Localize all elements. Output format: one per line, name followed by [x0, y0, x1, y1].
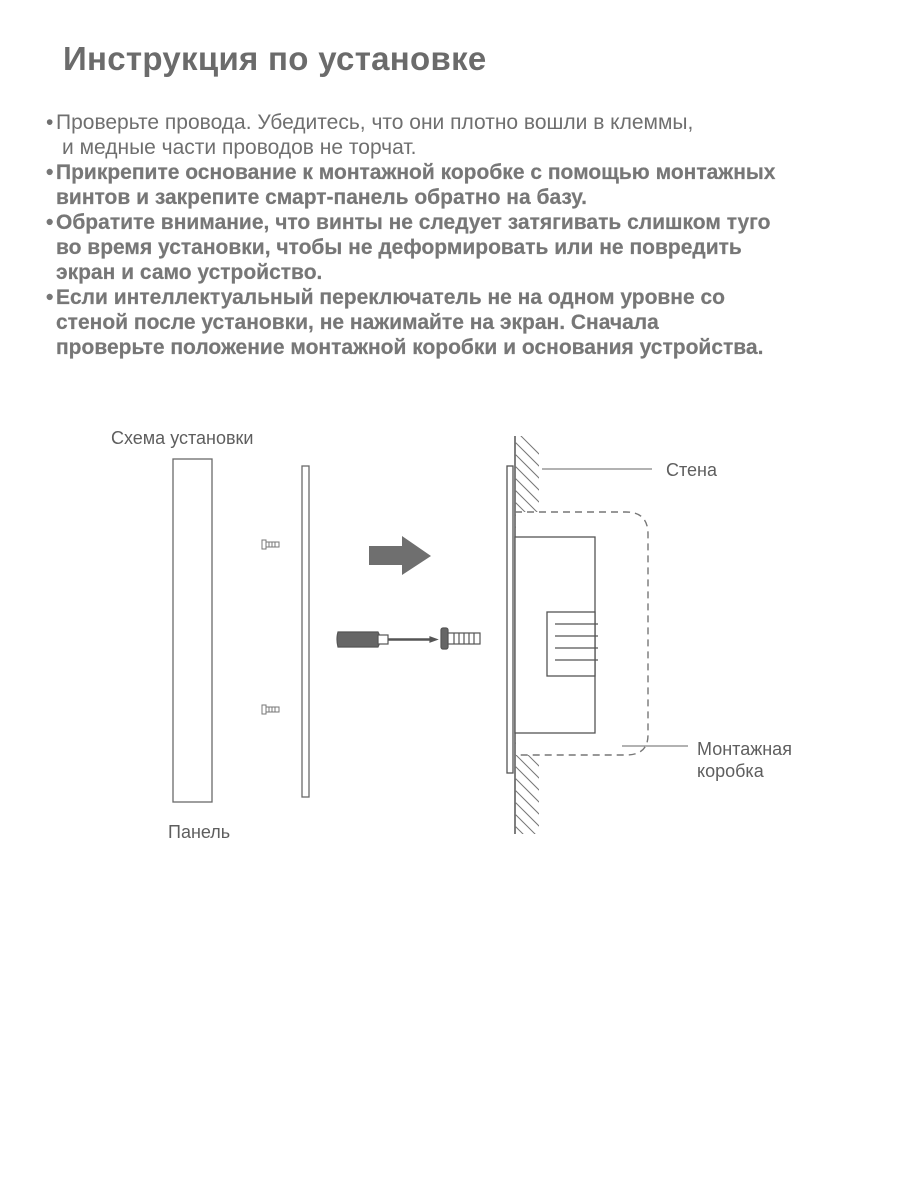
- instruction-line: винтов и закрепите смарт-панель обратно на базу.: [56, 186, 587, 209]
- instruction-line: • Обратите внимание, что винты не следует затягивать слишком туго: [56, 211, 771, 234]
- device-body-shape: [515, 537, 598, 733]
- instruction-line: экран и само устройство.: [56, 261, 323, 284]
- instruction-line: во время установки, чтобы не деформировать или не повредить: [56, 236, 742, 259]
- small-screw-icon: [262, 705, 279, 714]
- mounted-panel-shape: [507, 466, 513, 773]
- instruction-line: • Прикрепите основание к монтажной коробке с помощью монтажных: [56, 161, 776, 184]
- mounting-box-label: Монтажная: [697, 739, 792, 759]
- wall-label: Стена: [666, 460, 718, 480]
- base-plate-shape: [302, 466, 309, 797]
- small-screw-icon: [262, 540, 279, 549]
- instruction-line: • Если интеллектуальный переключатель не на одном уровне со: [56, 286, 726, 309]
- page-title: Инструкция по установке: [63, 40, 487, 77]
- mounting-box-label-line2: коробка: [697, 761, 764, 781]
- arrow-right-icon: [369, 536, 431, 575]
- instruction-line: и медные части проводов не торчат.: [62, 136, 417, 159]
- panel-shape: [173, 459, 212, 802]
- scheme-label: Схема установки: [111, 428, 254, 448]
- instruction-line: стеной после установки, не нажимайте на экран. Сначала: [56, 311, 659, 334]
- instruction-line: проверьте положение монтажной коробки и основания устройства.: [56, 336, 764, 359]
- instruction-line: • Проверьте провода. Убедитесь, что они плотно вошли в клеммы,: [56, 111, 694, 134]
- large-screw-icon: [441, 628, 480, 649]
- screwdriver-icon: [337, 632, 437, 647]
- panel-label: Панель: [168, 822, 231, 842]
